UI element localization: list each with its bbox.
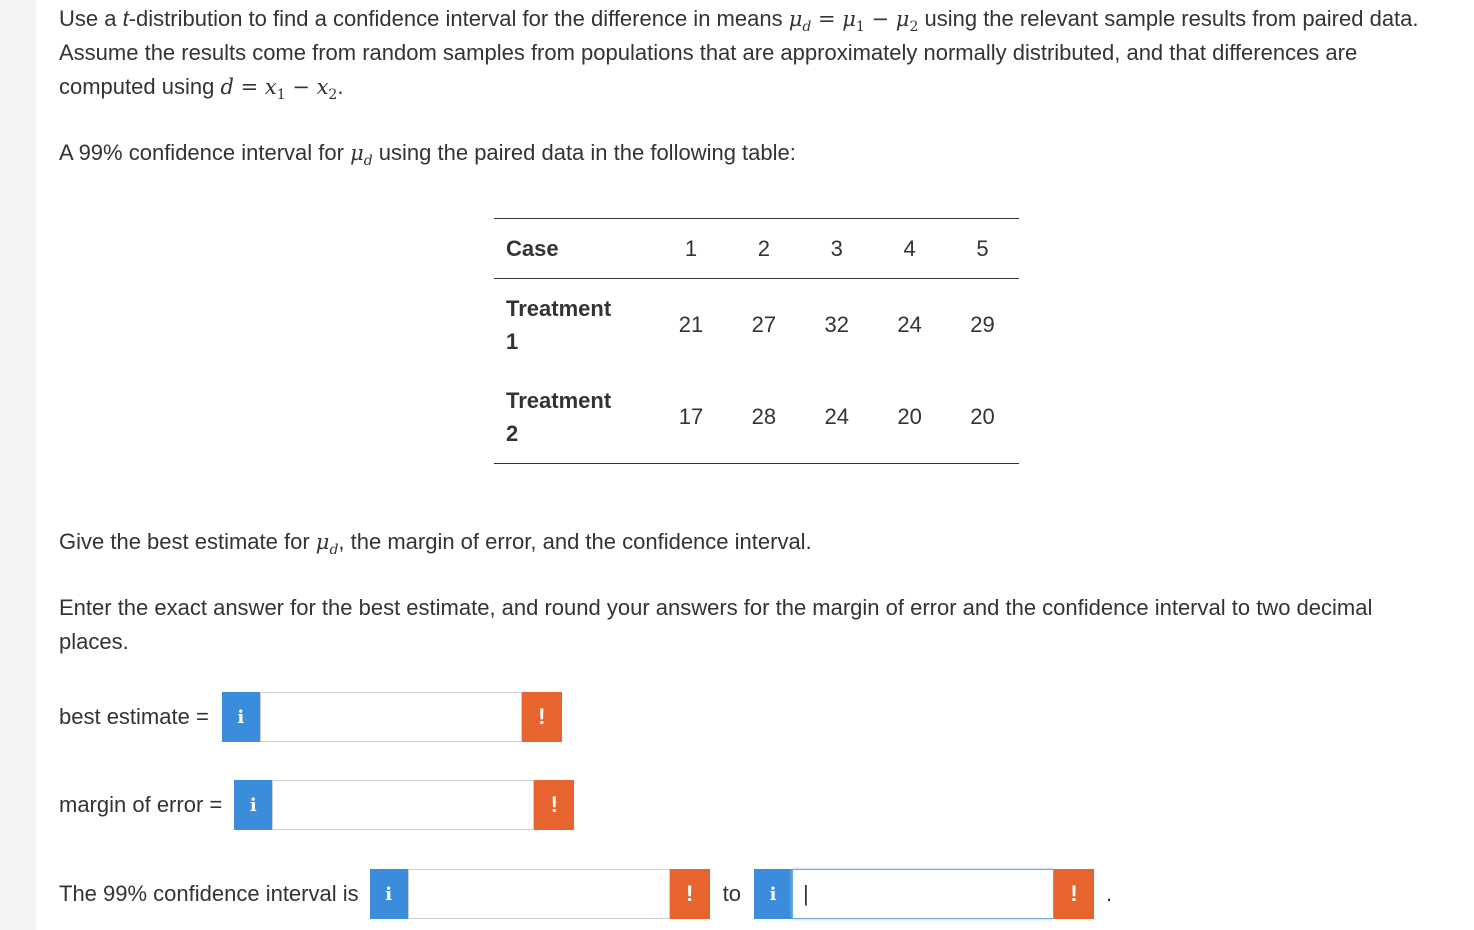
info-icon[interactable]: i	[234, 780, 272, 830]
treatment-label: Treatment 2	[494, 371, 655, 464]
table-row	[494, 279, 1019, 372]
case-number: 1	[655, 219, 728, 279]
table-cell: 28	[727, 371, 800, 464]
ci-lower-input[interactable]	[408, 869, 670, 919]
case-number: 3	[800, 219, 873, 279]
d-equation: $d = x_1 - x_2$	[220, 75, 338, 103]
table-header-row	[494, 219, 1019, 279]
sentence-period: .	[1105, 881, 1113, 906]
table-cell: 27	[751, 312, 777, 337]
question-intro: Use a t-distribution to find a confidence interval for the difference in means $\mu_d = \mu_1 - \mu_2$ using the relevant sample results from paired data. Assume the results come from random samples from populations that are approximately normally distributed, and that differences are computed using $d = x_1 - x_2$.	[59, 6, 1419, 103]
best-estimate-input[interactable]	[260, 692, 522, 742]
treatment-label: Treatment 1	[506, 296, 612, 354]
margin-of-error-input[interactable]	[272, 780, 534, 830]
margin-of-error-row	[59, 780, 574, 830]
info-icon[interactable]: i	[754, 869, 792, 919]
warning-icon[interactable]: !	[670, 869, 710, 919]
confidence-interval-row	[59, 869, 1112, 919]
case-number: 4	[873, 219, 946, 279]
best-estimate-label: best estimate =	[59, 704, 209, 729]
to-label: to	[722, 881, 741, 906]
info-icon[interactable]: i	[370, 869, 408, 919]
table-cell: 32	[824, 312, 849, 337]
estimate-prompt: Give the best estimate for $\mu_d$, the margin of error, and the confidence interval.	[59, 529, 812, 558]
case-number: 2	[727, 219, 800, 279]
ci-intro: A 99% confidence interval for $\mu_d$ using the paired data in the following table:	[59, 140, 796, 169]
confidence-interval-label: The 99% confidence interval is	[59, 881, 359, 906]
left-margin-strip	[0, 0, 36, 930]
case-header: Case	[494, 219, 655, 279]
warning-icon[interactable]: !	[1054, 869, 1094, 919]
ci-upper-input[interactable]	[792, 869, 1054, 919]
table-cell: 20	[873, 371, 946, 464]
table-cell: 24	[800, 371, 873, 464]
rounding-instructions: Enter the exact answer for the best estimate, and round your answers for the margin of error and the confidence interval to two decimal places.	[59, 595, 1373, 654]
table-cell: 24	[897, 312, 922, 337]
warning-icon[interactable]: !	[534, 780, 574, 830]
table-cell: 17	[655, 371, 728, 464]
table-cell: 21	[678, 312, 704, 337]
margin-of-error-label: margin of error =	[59, 792, 223, 817]
warning-icon[interactable]: !	[522, 692, 562, 742]
mu-d-equation: $\mu_d = \mu_1 - \mu_2$	[788, 7, 919, 35]
best-estimate-row	[59, 692, 562, 742]
table-cell: 20	[946, 371, 1019, 464]
case-number: 5	[946, 219, 1019, 279]
table-row	[494, 371, 1019, 464]
info-icon[interactable]: i	[222, 692, 260, 742]
table-cell: 29	[970, 312, 995, 337]
paired-data-table	[494, 218, 1019, 464]
